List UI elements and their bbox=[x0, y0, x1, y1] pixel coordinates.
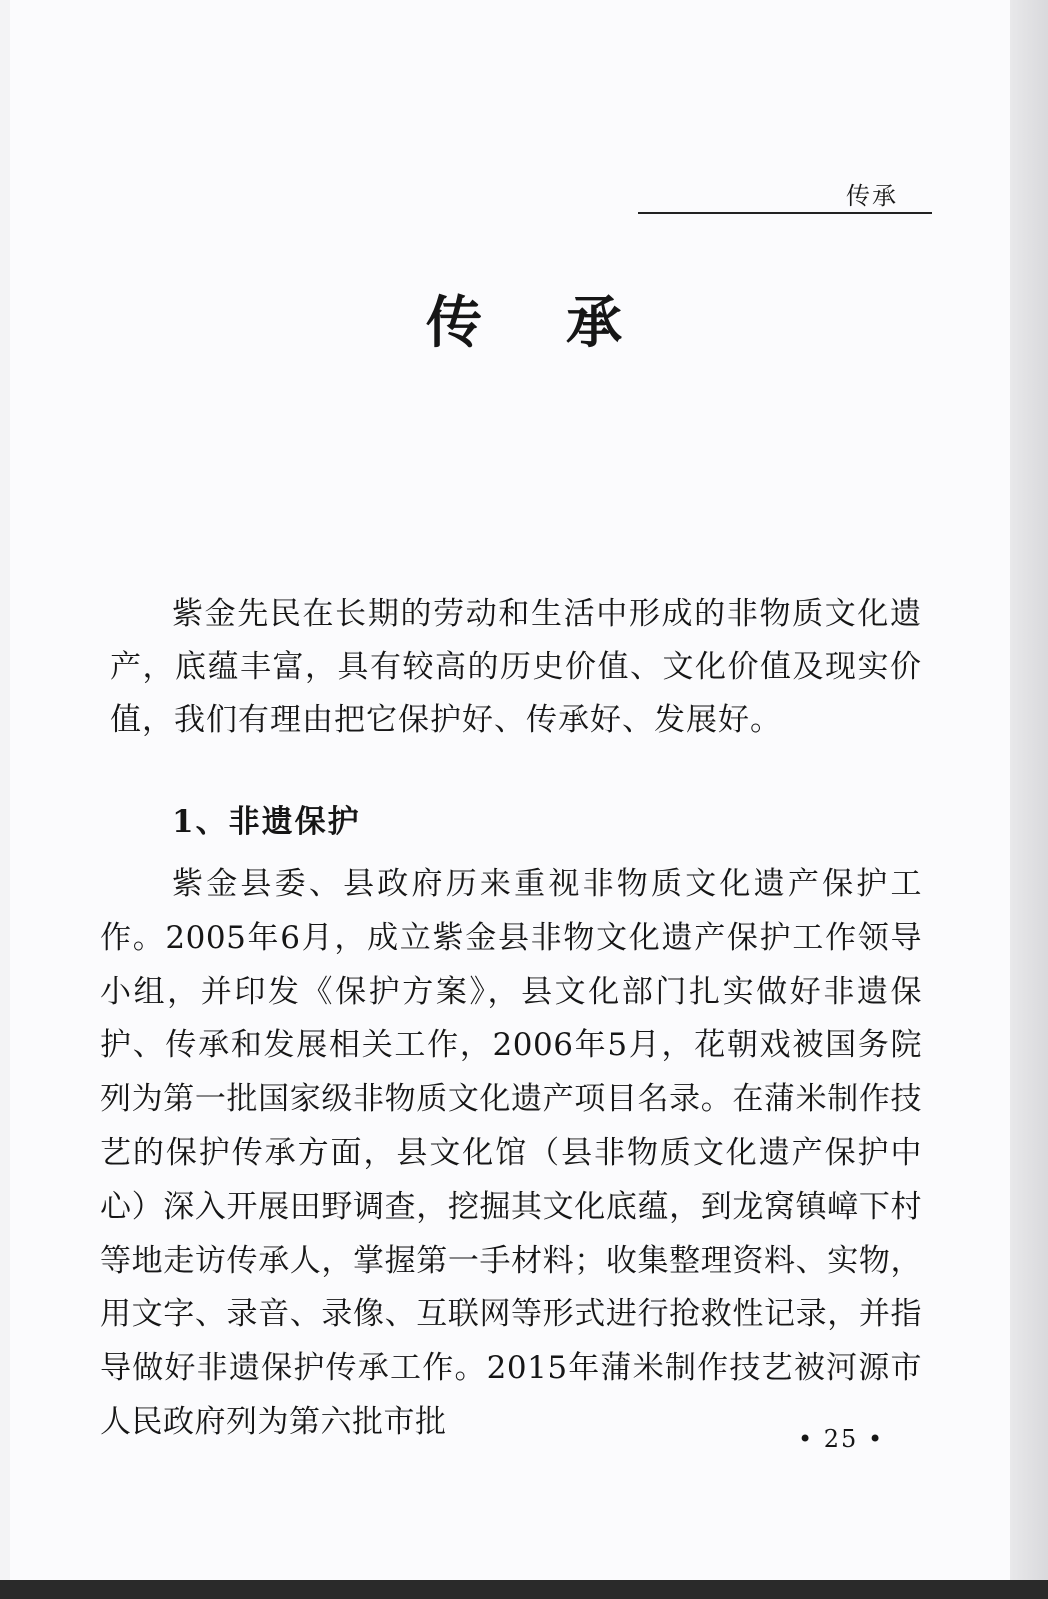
scan-bottom-edge bbox=[0, 1580, 1048, 1599]
section-heading: 1、非遗保护 bbox=[172, 804, 361, 840]
chapter-title: 传承 bbox=[426, 290, 706, 356]
header-rule bbox=[638, 212, 932, 214]
page-edge-shadow bbox=[1010, 0, 1048, 1599]
section-body: 紫金县委、县政府历来重视非物质文化遗产保护工作。2005年6月，成立紫金县非物文化遗产保护工作领导小组，并印发《保护方案》，县文化部门扎实做好非遗保护、传承和发展相关工作，2006年5月，花朝戏被国务院列为第一批国家级非物质文化遗产项目名录。在蒲米制作技艺的保护传承方面，县文化馆（县非物质文化遗产保护中心）深入开展田野调查，挖掘其文化底蕴，到龙窝镇嶂下村等地走访传承人，掌握第一手材料；收集整理资料、实物，用文字、录音、录像、互联网等形式进行抢救性记录，并指导做好非遗保护传承工作。2015年蒲米制作技艺被河源市人民政府列为第六批市批 bbox=[100, 866, 922, 1440]
page-number: • 25 • bbox=[798, 1425, 885, 1453]
intro-paragraph: 紫金先民在长期的劳动和生活中形成的非物质文化遗产，底蕴丰富，具有较高的历史价值、文化价值及现实价值，我们有理由把它保护好、传承好、发展好。 bbox=[110, 596, 922, 738]
running-header: 传承 bbox=[846, 182, 898, 210]
